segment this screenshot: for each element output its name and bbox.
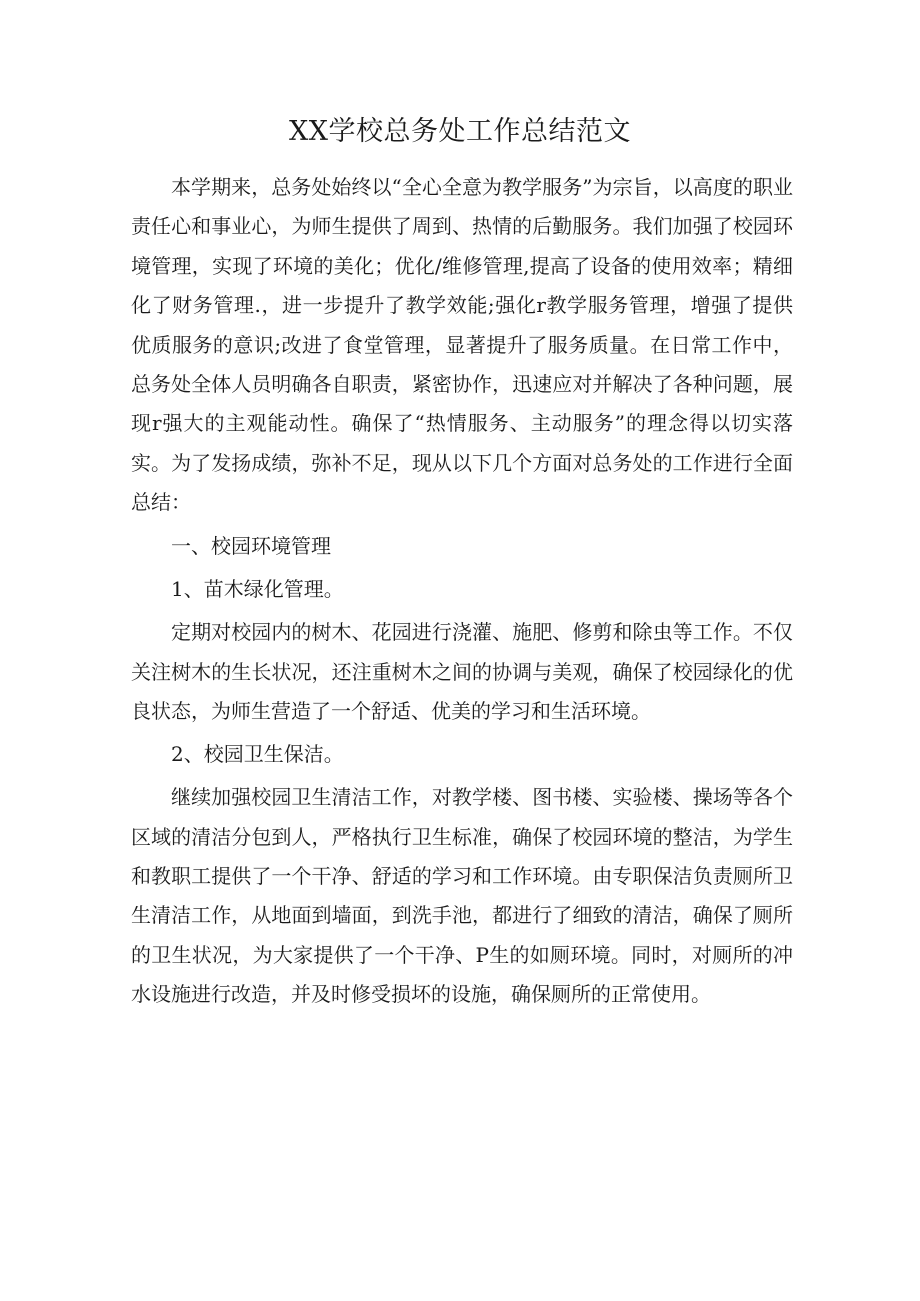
subsection-paragraph: 继续加强校园卫生清洁工作，对教学楼、图书楼、实验楼、操场等各个区域的清洁分包到人，严格执行卫生标准，确保了校园环境的整洁，为学生和教职工提供了一个干净、舒适的学习和工作环境。由专职保洁负责厕所卫生清洁工作，从地面到墙面，到洗手池，都进行了细致的清洁，确保了厕所的卫生状况，为大家提供了一个干净、P生的如厕环境。同时，对厕所的冲水设施进行改造，并及时修受损坏的设施，确保厕所的正常使用。: [131, 785, 793, 1007]
document-title: XX学校总务处工作总结范文: [289, 116, 631, 147]
document-body: [131, 168, 793, 1015]
section-heading: 一、校园环境管理: [171, 533, 331, 558]
subsection-heading: 1、苗木绿化管理。: [171, 577, 344, 602]
intro-paragraph: 本学期来，总务处始终以“全心全意为教学服务”为宗旨，以高度的职业责任心和事业心，为师生提供了周到、热情的后勤服务。我们加强了校园环境管理，实现了环境的美化；优化/维修管理,提高了设备的使用效率；精细化了财务管理.，进一步提升了教学效能;强化r教学服务管理，增强了提供优质服务的意识;改进了食堂管理，显著提升了服务质量。在日常工作中，总务处全体人员明确各自职责，紧密协作，迅速应对并解决了各种问题，展现r强大的主观能动性。确保了“热情服务、主动服务”的理念得以切实落实。为了发扬成绩，弥补不足，现从以下几个方面对总务处的工作进行全面总结：: [131, 175, 793, 515]
subsection-heading: 2、校园卫生保洁。: [171, 741, 344, 766]
subsection-paragraph: 定期对校园内的树木、花园进行浇灌、施肥、修剪和除虫等工作。不仅关注树木的生长状况，还注重树木之间的协调与美观，确保了校园绿化的优良状态，为师生营造了一个舒适、优美的学习和生活环境。: [131, 620, 793, 724]
